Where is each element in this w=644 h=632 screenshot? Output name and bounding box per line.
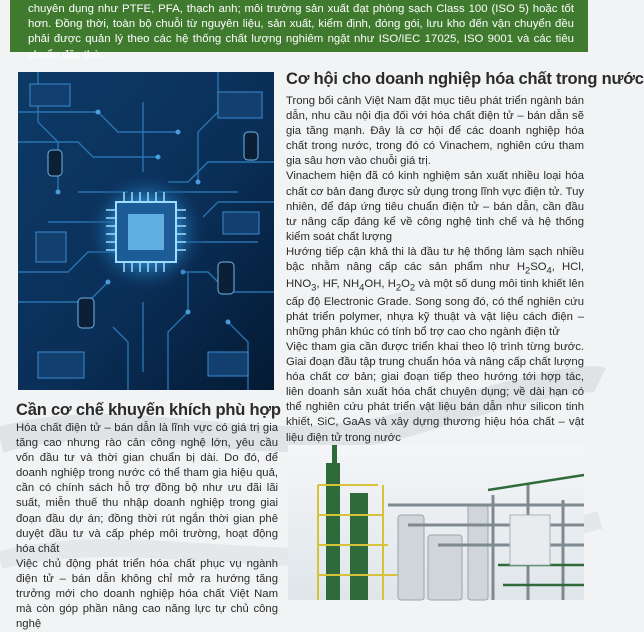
paragraph: Hóa chất điện tử – bán dẫn là lĩnh vực có giá trị gia tăng cao nhưng rào cản công nghệ lớn, yêu cầu vốn đầu tư và thời gian chuẩn bị dài. Do đó, để doanh nghiệp trong nước có thể tham gia hiệu quả, cần có chính sách hỗ trợ đồng bộ như ưu đãi lãi suất, miễn thuế thu nhập doanh nghiệp trong giai đoạn đầu dự án; đồng thời rút ngắn thời gian phê duyệt đầu tư và cấp phép môi trường, hoạt động hóa chất [16, 422, 278, 555]
section-title-opportunity: Cơ hội cho doanh nghiệp hóa chất trong nước [286, 70, 644, 88]
paragraph: Vinachem hiện đã có kinh nghiệm sản xuất nhiều loại hóa chất cơ bản đang được sử dụng trong lĩnh vực điện tử. Tuy nhiên, để đáp ứng tiêu chuẩn điện tử – bán dẫn, cần đầu tư nâng cấp đáng kể về công nghệ tinh chế và hệ thống kiểm soát chất lượng [286, 170, 584, 243]
paragraph: Trong bối cảnh Việt Nam đặt mục tiêu phát triển ngành bán dẫn, nhu cầu nội địa đối với hóa chất điện tử – bán dẫn sẽ gia tăng mạnh. Đây là cơ hội để các doanh nghiệp hóa chất trong nước, trong đó có Vinachem, nghiên cứu tham gia sâu hơn vào chuỗi giá trị. [286, 95, 584, 168]
paragraph: Việc tham gia cần được triển khai theo lộ trình từng bước. Giai đoạn đầu tập trung chuẩn hóa và nâng cấp chất lượng hóa chất cơ bản; giai đoạn tiếp theo hướng tới hợp tác, liên doanh sản xuất hóa chất chuyên dụng; về dài hạn có thể nghiên cứu phát triển vật liệu bán dẫn như silicon tinh khiết, SiC, GaAs và xây dựng thương hiệu hóa chất – vật liệu điện tử trong nước [286, 341, 584, 444]
top-banner [10, 0, 588, 61]
section-body-opportunity [286, 94, 584, 446]
circuit-board-photo [18, 72, 274, 390]
section-title-incentives: Cần cơ chế khuyến khích phù hợp [16, 401, 281, 419]
chemical-plant-photo [288, 445, 584, 600]
section-body-incentives [16, 421, 278, 632]
banner-text: chuyên dụng như PTFE, PFA, thạch anh; môi trường sản xuất đạt phòng sạch Class 100 (ISO 5) hoặc tốt hơn. Đồng thời, toàn bộ chuỗi từ nguyên liệu, sản xuất, kiểm định, đóng gói, lưu kho đến vận chuyển đều phải được quản lý theo các hệ thống chất lượng nghiêm ngặt như ISO/IEC 17025, ISO 9001 và các tiêu chuẩn đặc thù. [28, 3, 574, 61]
paragraph: Việc chủ động phát triển hóa chất phục vụ ngành điện tử – bán dẫn không chỉ mở ra hướng tăng trưởng mới cho doanh nghiệp hóa chất Việt Nam mà còn góp phần nâng cao năng lực tự chủ công nghệ [16, 557, 278, 631]
paragraph-chemicals: Hướng tiếp cận khả thi là đầu tư hệ thống làm sạch nhiều bậc nhằm nâng cấp các sản phẩm như $H_2SO_4$, HCl, $HNO_3$, HF, $NH_4OH$, $H_2O_2$ và một số dung môi tinh khiết lên cấp độ Electronic Grade. Song song đó, có thể nghiên cứu phát triển polymer, nhựa kỹ thuật và vật liệu cách điện – những phân khúc có tính bổ trợ cao cho ngành điện tử [286, 245, 584, 338]
